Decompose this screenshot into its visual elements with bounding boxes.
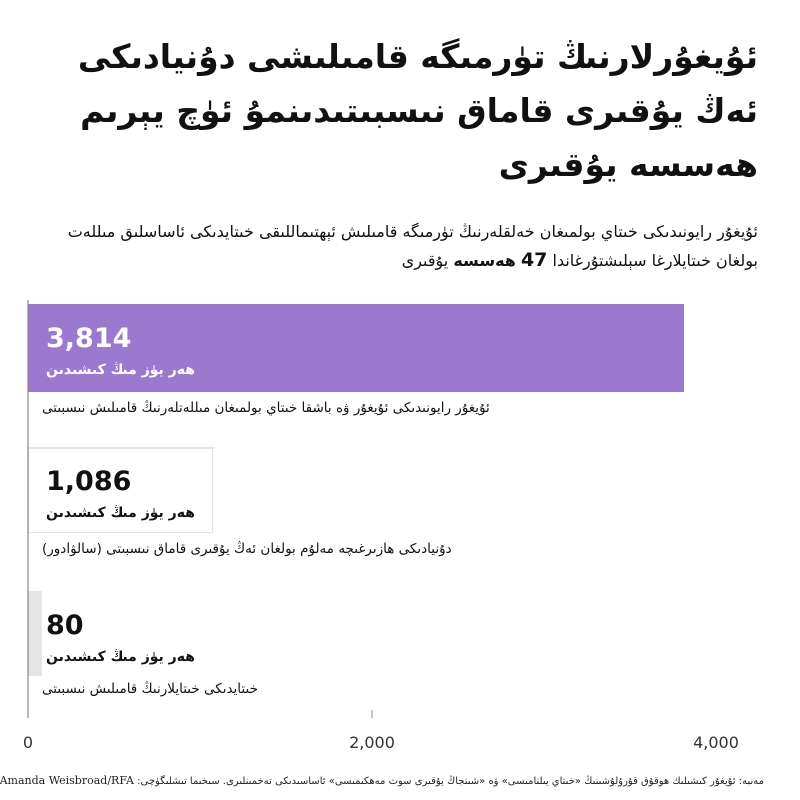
subtitle-text: ئۇيغۇر رايونىدىكى خىتاي بولمىغان خەلقلەرنىڭ تۈرمىگە قامىلىش ئېھتىماللىقى خىتايدىكى ئاساسلىق مىللەت بولغان خىتايلارغا سېلىشتۇرغاندا (67, 222, 758, 270)
subtitle-bold-word: ھەسسە (453, 251, 516, 270)
x-tick-label: 2,000 (349, 733, 395, 752)
bar-value-label: 1,086 (46, 466, 132, 497)
source-note (0, 774, 764, 787)
bar-description: دۇنيادىكى ھازىرغىچە مەلۇم بولغان ئەڭ يۇقىرى قاماق نىسبىتى (سالۋادور) (42, 541, 452, 557)
bar-description: خىتايدىكى خىتايلارنىڭ قامىلىش نىسبىتى (42, 681, 258, 697)
bar-unit-label: ھەر يۈز مىڭ كىشىدىن (46, 505, 195, 521)
x-tick-label: 4,000 (693, 733, 739, 752)
x-tick-label: 0 (22, 733, 34, 752)
bar-description: ئۇيغۇر رايونىدىكى ئۇيغۇر ۋە باشقا خىتاي بولمىغان مىللەتلەرنىڭ قامىلىش نىسبىتى (42, 400, 490, 416)
bar-unit-label: ھەر يۈز مىڭ كىشىدىن (46, 362, 195, 378)
bar-value-label: 80 (46, 610, 84, 641)
subtitle-end: يۇقىرى (401, 251, 449, 270)
chart-title: ئۇيغۇرلارنىڭ تۈرمىگە قامىلىشى دۇنيادىكى ئەڭ يۇقىرى قاماق نىسبىتىدىنمۇ ئۈچ يېرىم ھەسسە يۇقىرى (77, 37, 758, 184)
subtitle-number: 47 (520, 249, 548, 271)
bar (28, 591, 42, 676)
bar-edge (28, 447, 215, 449)
bar-value-label: 3,814 (46, 323, 132, 354)
bar-unit-label: ھەر يۈز مىڭ كىشىدىن (46, 649, 195, 665)
source-text: مەنبە: ئۇيغۇر كىشىلىك ھوقۇق قۇرۇلۇشىنىڭ «خىتاي يىلنامىسى» ۋە «شىنجاڭ يۇقىرى سوت مەھكىمىسى» ئاساسىدىكى تەخمىنلىرى. سىخىما تىشلىگۈچى: (137, 776, 764, 787)
source-credit: Amanda Weisbroad/RFA (0, 774, 134, 787)
